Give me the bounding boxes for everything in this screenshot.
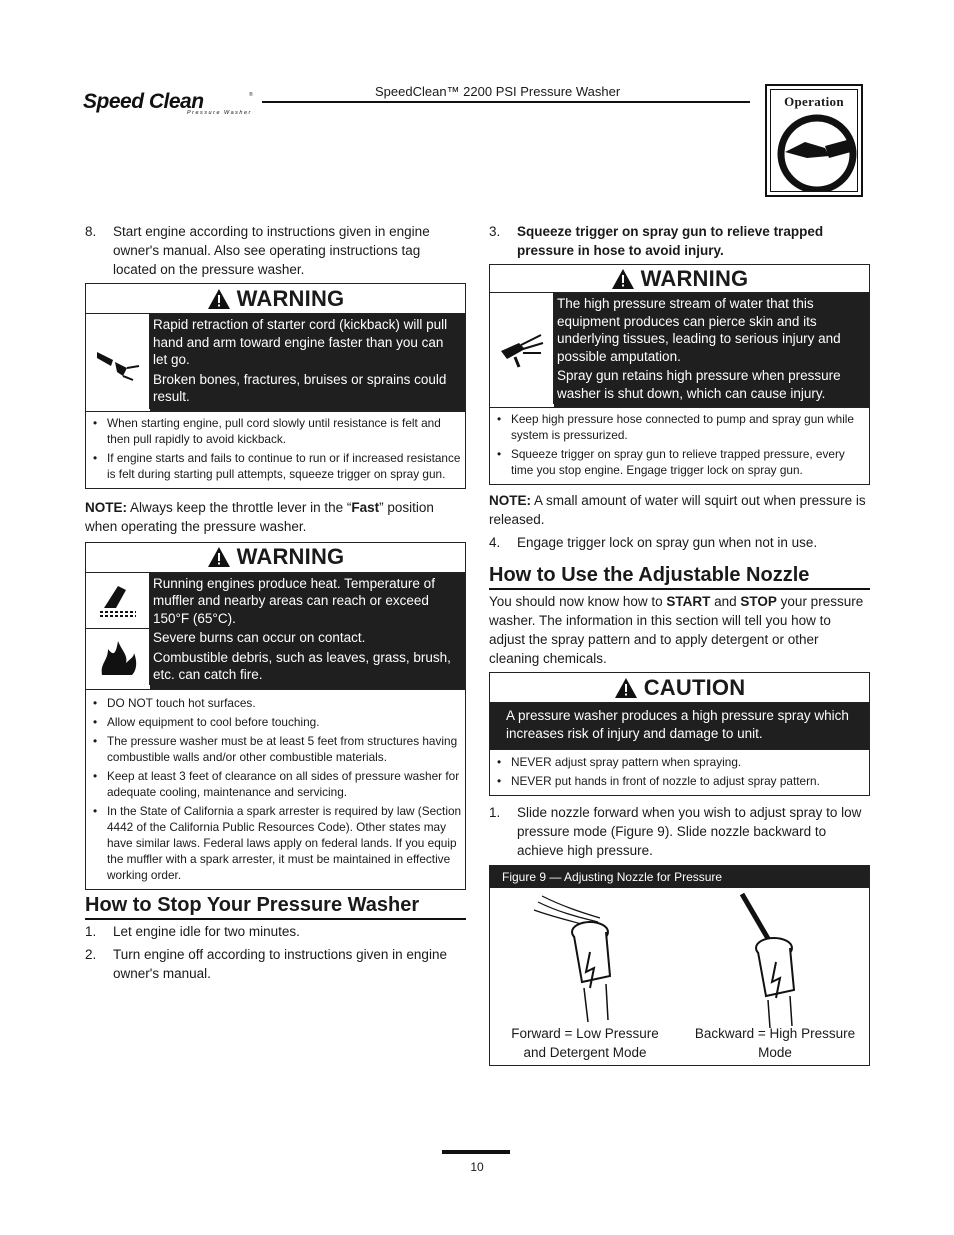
step-number: 4. — [489, 535, 501, 550]
warning-triangle-icon — [207, 546, 231, 568]
stop-step-1 — [85, 922, 466, 941]
pressure-release-note — [489, 491, 870, 529]
caution-box — [489, 672, 870, 796]
fire-icon — [86, 628, 149, 685]
nozzle-forward-illustration — [528, 892, 618, 1032]
warning-triangle-icon — [207, 288, 231, 310]
note-label: NOTE: — [489, 493, 531, 508]
warning-word: WARNING — [236, 285, 345, 311]
step-number: 1. — [85, 923, 97, 939]
warning-triangle-icon — [611, 268, 635, 290]
figure-caption: Figure 9 — Adjusting Nozzle for Pressure — [490, 866, 869, 888]
list-item: • Squeeze trigger on spray gun to relieve trapped pressure, every time you stop engine. Engage trigger lock on spray gun. — [493, 446, 866, 478]
note-text: A small amount of water will squirt out when pressure is released. — [489, 493, 866, 527]
warning-word: WARNING — [236, 544, 345, 569]
caution-bullets — [490, 750, 869, 795]
step-text: Squeeze trigger on spray gun to relieve trapped pressure in hose to avoid injury. — [517, 224, 824, 258]
backward-label: Backward = High Pressure Mode — [694, 1026, 856, 1060]
kickback-hand-icon — [86, 314, 149, 409]
list-item: • When starting engine, pull cord slowly until resistance is felt and then pull rapidly to avoid kickback. — [89, 415, 462, 447]
operation-badge-label: Operation — [784, 94, 844, 109]
list-item: • Keep high pressure hose connected to pump and spray gun while system is pressurized. — [493, 411, 866, 443]
stop-step-2 — [85, 945, 466, 983]
logo-subtitle: Pressure Washer — [187, 110, 252, 116]
step-text: Start engine according to instructions given in engine owner's manual. Also see operating instructions tag located on the pressure washer. — [113, 224, 430, 277]
nozzle-section-heading: How to Use the Adjustable Nozzle — [489, 563, 870, 590]
step-8 — [85, 222, 466, 279]
list-item: • NEVER put hands in front of nozzle to adjust spray pattern. — [493, 773, 866, 789]
warning-bullets — [490, 408, 869, 484]
note-text: ” position when operating the pressure washer. — [85, 499, 434, 534]
heat-warning-box — [85, 542, 466, 890]
hot-surface-icon — [86, 573, 149, 629]
step-3 — [489, 222, 870, 260]
operation-badge — [765, 84, 863, 197]
step-text: Let engine idle for two minutes. — [113, 923, 300, 939]
step-text: Slide nozzle forward when you wish to adjust spray to low pressure mode (Figure 9). Slide nozzle backward to achieve high pressure. — [517, 805, 862, 858]
list-item: • DO NOT touch hot surfaces. — [89, 695, 462, 711]
warning-text: Rapid retraction of starter cord (kickback) will pull hand and arm toward engine faster than you can let go. — [153, 317, 448, 367]
injection-hazard-icon — [490, 293, 553, 404]
header-rule — [262, 101, 750, 103]
caution-text: A pressure washer produces a high pressure spray which increases risk of injury and damage to unit. — [506, 708, 849, 741]
step-4 — [489, 533, 870, 552]
caution-word: CAUTION — [643, 674, 746, 700]
left-column — [85, 222, 466, 983]
warning-bullets — [86, 412, 465, 488]
logo-text: Speed Clean — [83, 90, 204, 113]
nozzle-intro — [489, 592, 870, 668]
step-number: 3. — [489, 224, 501, 239]
note-text: Always keep the throttle lever in the “ — [127, 499, 352, 515]
high-pressure-warning-box — [489, 264, 870, 485]
note-label: NOTE: — [85, 499, 127, 515]
warning-text: Combustible debris, such as leaves, grass, brush, etc. can catch fire. — [153, 649, 451, 682]
step-text: Turn engine off according to instructions given in engine owner's manual. — [113, 946, 447, 981]
page-number: 10 — [470, 1160, 484, 1174]
throttle-note — [85, 498, 466, 536]
intro-text: and — [710, 594, 741, 609]
list-item: • The pressure washer must be at least 5 feet from structures having combustible walls and/or other combustible materials. — [89, 733, 462, 765]
list-item: • In the State of California a spark arrester is required by law (Section 4442 of the California Public Resources Code). Other states may have similar laws. Federal laws apply on federal lands. If you equip the muffler with a spark arrester, it must be maintained in effective working order. — [89, 803, 462, 883]
note-bold: Fast — [351, 499, 380, 515]
intro-text: your pressure washer. The information in this section will tell you how to adjust the spray pattern and to apply detergent or other cleaning chemicals. — [489, 594, 864, 666]
nozzle-step-1 — [489, 803, 870, 860]
warning-text: Running engines produce heat. Temperature of muffler and nearby areas can reach or exceed 150°F (65°C). — [153, 575, 435, 626]
stop-section-heading: How to Stop Your Pressure Washer — [85, 893, 466, 920]
warning-text: Severe burns can occur on contact. — [153, 630, 366, 645]
start-keyword: START — [666, 594, 711, 609]
warning-text: Broken bones, fractures, bruises or sprains could result. — [153, 371, 447, 404]
step-number: 2. — [85, 946, 97, 962]
caution-header — [490, 673, 869, 703]
logo-trademark: ® — [249, 92, 253, 98]
warning-text: The high pressure stream of water that this equipment produces can pierce skin and its underlying tissues, leading to serious injury and possible amputation. — [557, 296, 841, 364]
list-item: • NEVER adjust spray pattern when spraying. — [493, 754, 866, 770]
warning-bullets — [86, 690, 465, 889]
warning-header — [490, 265, 869, 293]
list-item: • If engine starts and fails to continue to run or if increased resistance is felt during starting pull attempts, squeeze trigger on spray gun. — [89, 450, 462, 482]
operation-gauge-icon — [777, 112, 857, 192]
warning-text: Spray gun retains high pressure when pressure washer is shut down, which can cause injury. — [557, 368, 841, 401]
list-item: • Keep at least 3 feet of clearance on all sides of pressure washer for adequate cooling, maintenance and servicing. — [89, 768, 462, 800]
figure-9 — [489, 865, 870, 1066]
header-title: SpeedClean™ 2200 PSI Pressure Washer — [375, 84, 621, 99]
list-item: • Allow equipment to cool before touching. — [89, 714, 462, 730]
step-number: 1. — [489, 805, 501, 820]
speed-clean-logo — [83, 92, 255, 118]
warning-header — [86, 284, 465, 314]
intro-text: You should now know how to — [489, 594, 667, 609]
step-text: Engage trigger lock on spray gun when not in use. — [517, 535, 818, 550]
step-number: 8. — [85, 224, 97, 239]
warning-header — [86, 543, 465, 573]
warning-word: WARNING — [640, 265, 749, 291]
footer-bar — [442, 1150, 510, 1154]
kickback-warning-box — [85, 283, 466, 489]
nozzle-backward-illustration — [730, 892, 820, 1032]
forward-label: Forward = Low Pressure and Detergent Mode — [511, 1026, 659, 1060]
caution-triangle-icon — [614, 677, 638, 699]
stop-keyword: STOP — [740, 594, 777, 609]
right-column — [489, 222, 870, 1066]
